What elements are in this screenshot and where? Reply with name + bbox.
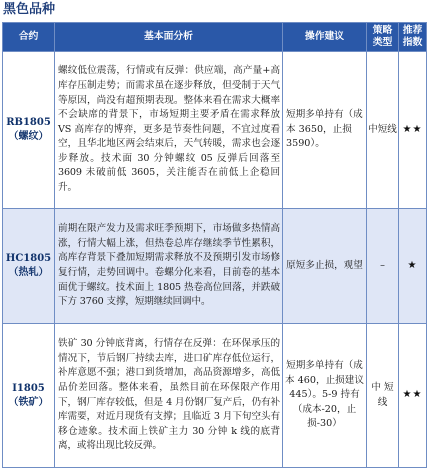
- header-strategy-type: 策略类型: [367, 23, 399, 52]
- header-contract: 合约: [3, 23, 55, 52]
- table-row-hc1805: [3, 209, 427, 324]
- analysis-cell: 铁矿 30 分钟底背离，行情存在反弹：在环保承压的情况下，节后钢厂持续去库，进口矿库存低位运行，补库意愿不强；港口到货增加，高品资源增多，高低品价差回落。整体来看，虽然目前在环保限产作用下，钢厂库存较低，但是 4 月份钢厂复产后，仍有补库需要，对近月现货有支撑；且临近 3 月下旬空头有移仓迹象。技术面上铁矿主力 30 分钟 k 线的底背离，或将出现比较反弹。: [55, 324, 283, 468]
- strategy-type-cell: –: [367, 209, 399, 324]
- table-row-i1805: [3, 324, 427, 468]
- strategy-type-cell: 中短线: [367, 52, 399, 209]
- rating-stars: ★★: [399, 52, 427, 209]
- black-commodities-table: [2, 22, 427, 468]
- contract-name: （铁矿）: [8, 396, 49, 408]
- contract-code: RB1805: [6, 117, 51, 128]
- contract-name: （螺纹）: [8, 131, 49, 142]
- header-advice: 操作建议: [283, 23, 367, 52]
- contract-cell: [3, 209, 55, 324]
- header-rating: 推荐指数: [399, 23, 427, 52]
- header-analysis: 基本面分析: [55, 23, 283, 52]
- advice-cell: 原短多止损，观望: [283, 209, 367, 324]
- rating-stars: ★: [399, 209, 427, 324]
- section-title: 黑色品种: [3, 2, 56, 17]
- contract-name: （热轧）: [8, 267, 49, 278]
- table-row-rb1805: [3, 52, 427, 209]
- analysis-cell: 前期在限产发力及需求旺季预期下，市场做多热情高涨，行情大幅上涨，但热卷总库存继续季节性累积，高库存背景下叠加短期需求释放不及预期引发市场修复行情，走势回调中。卷螺分化来看，目前卷的基本面优于螺纹。技术面上 1805 热卷高位回落，并跌破下方 3760 支撑，短期继续回调中。: [55, 209, 283, 324]
- advice-cell: 短期多单持有（成本 3650，止损 3590）。: [283, 52, 367, 209]
- contract-code: I1805: [12, 382, 45, 394]
- rating-stars: ★★: [399, 324, 427, 468]
- header-row: [3, 23, 427, 52]
- contract-cell: [3, 52, 55, 209]
- contract-cell: [3, 324, 55, 468]
- analysis-cell: 螺纹低位震荡，行情或有反弹：供应端，高产量+高库存压制走势；而需求虽在逐步释放，但受制于天气等原因，尚没有超预期表现。整体来看在需求大概率不会缺席的背景下，市场短期主要矛盾在需求释放 VS 高库存的博弈，更多是节奏性问题，不宜过度看空，且华北地区两会结束后，天气转暖，需求也会逐步释放。技术面 30 分钟螺纹 05 反弹后回落至 3609 未破前低 3605，关注能否在前低上企稳回升。: [55, 52, 283, 209]
- strategy-type-cell: 中 短线: [367, 324, 399, 468]
- advice-cell: 短期多单持有（成本 460，止损建议 445）。5-9 持有（成本-20，止损-30）: [283, 324, 367, 468]
- contract-code: HC1805: [5, 253, 52, 264]
